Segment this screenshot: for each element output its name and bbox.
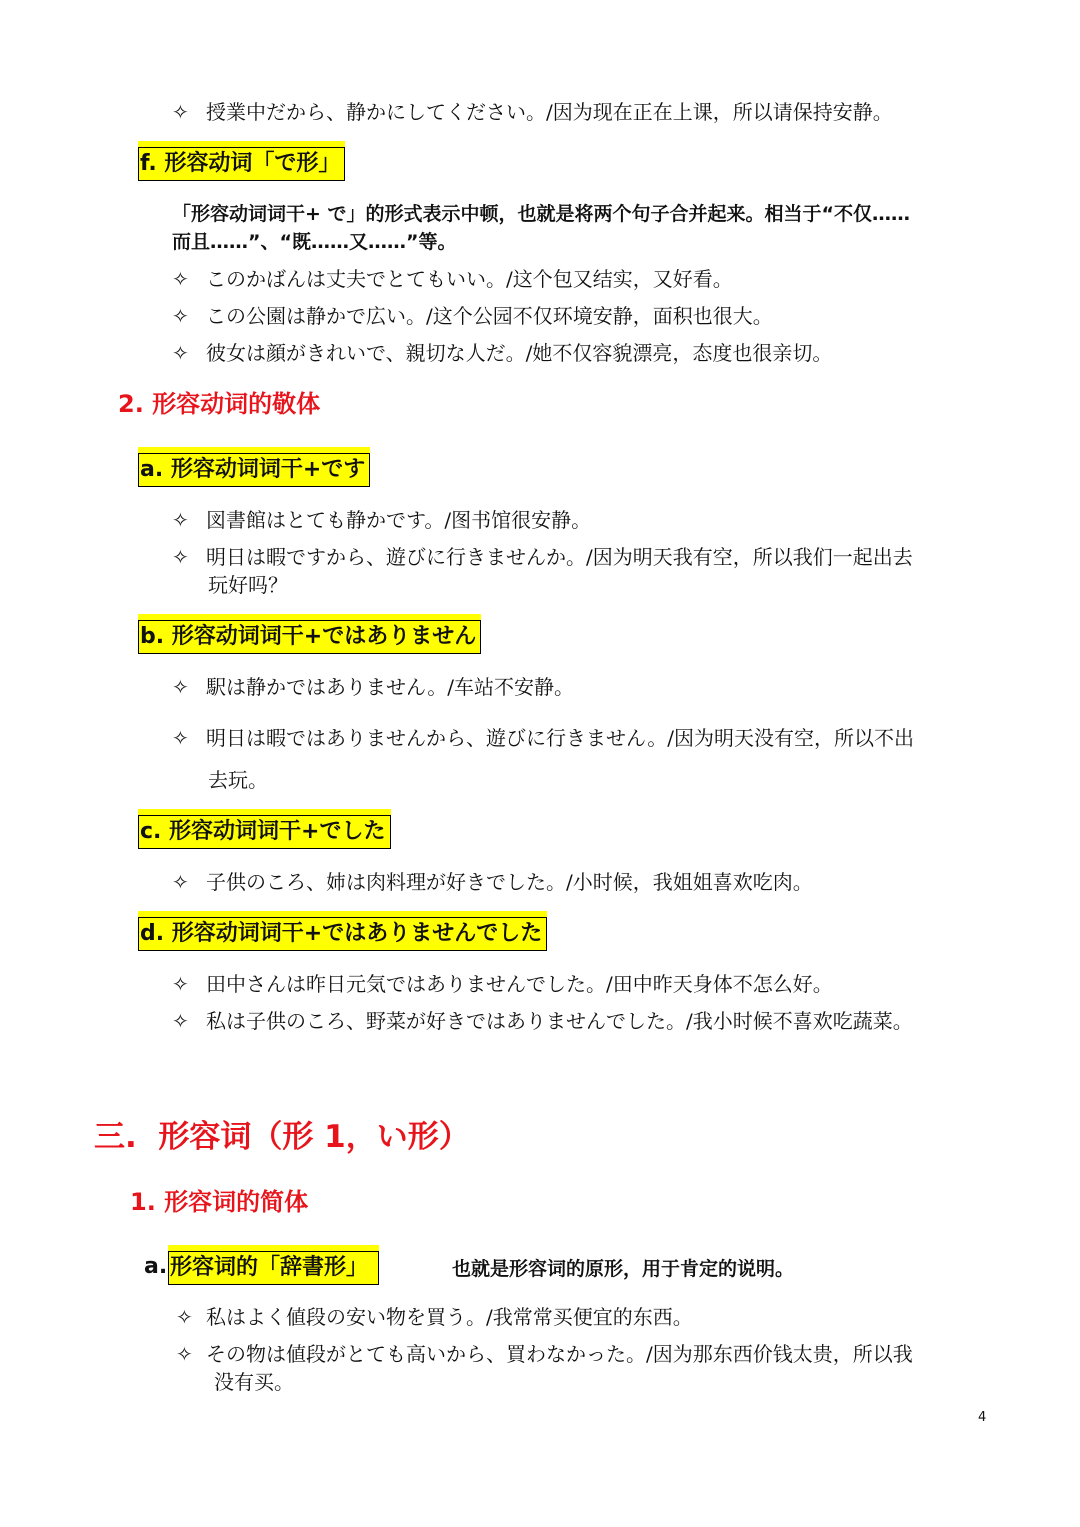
section-f-description: 「形容动词词干+ で」的形式表示中顿，也就是将两个句子合并起来。相当于“不仅…… 而且……”、“既……又……”等。 xyxy=(172,203,911,253)
list-item: ✧ 明日は暇ですから、遊びに行きませんか。/因为明天我有空，所以我们一起出去 xyxy=(172,545,913,569)
list-item-continuation: 没有买。 xyxy=(214,1370,294,1394)
list-item: ✧ このかばんは丈夫でとてもいい。/这个包又结实，又好看。 xyxy=(172,267,733,291)
section-f-heading: f. 形容动词「で形」 xyxy=(138,147,345,181)
chapter-3-title: 三. 形容词（形 1，い形） xyxy=(94,1119,470,1155)
section-3a-heading: 形容词的「辞書形」 xyxy=(168,1251,379,1285)
sparkle-bullet-icon: ✧ xyxy=(172,341,189,365)
sparkle-bullet-icon: ✧ xyxy=(172,304,189,328)
list-item: ✧ 明日は暇ではありませんから、遊びに行きません。/因为明天没有空，所以不出 xyxy=(172,726,914,750)
list-item: ✧ 彼女は顔がきれいで、親切な人だ。/她不仅容貌漂亮，态度也很亲切。 xyxy=(172,341,833,365)
list-item: ✧ 私は子供のころ、野菜が好きではありませんでした。/我小时候不喜欢吃蔬菜。 xyxy=(172,1009,913,1033)
page-number: 4 xyxy=(978,1410,987,1425)
sparkle-bullet-icon: ✧ xyxy=(176,1342,193,1366)
list-item: ✧ その物は値段がとても高いから、買わなかった。/因为那东西价钱太贵，所以我 xyxy=(176,1342,913,1366)
sparkle-bullet-icon: ✧ xyxy=(172,100,189,124)
sparkle-bullet-icon: ✧ xyxy=(172,1009,189,1033)
sparkle-bullet-icon: ✧ xyxy=(172,267,189,291)
sparkle-bullet-icon: ✧ xyxy=(172,870,189,894)
list-item: ✧ 田中さんは昨日元気ではありませんでした。/田中昨天身体不怎么好。 xyxy=(172,972,833,996)
section-2-title: 2. 形容动词的敬体 xyxy=(118,390,321,418)
list-item-continuation: 玩好吗？ xyxy=(208,573,288,597)
list-item: ✧ 図書館はとても静かです。/图书馆很安静。 xyxy=(172,508,592,532)
sparkle-bullet-icon: ✧ xyxy=(172,508,189,532)
list-item-continuation: 去玩。 xyxy=(208,768,268,792)
list-item: ✧ 駅は静かではありません。/车站不安静。 xyxy=(172,675,574,699)
section-b-heading: b. 形容动词词干+ではありません xyxy=(138,620,481,654)
sparkle-bullet-icon: ✧ xyxy=(172,675,189,699)
section-c-heading: c. 形容动词词干+でした xyxy=(138,815,391,849)
section-d-heading: d. 形容动词词干+ではありませんでした xyxy=(138,917,547,951)
section-3a-label: a. xyxy=(144,1254,168,1279)
sparkle-bullet-icon: ✧ xyxy=(172,726,189,750)
list-item: ✧ この公園は静かで広い。/这个公园不仅环境安静，面积也很大。 xyxy=(172,304,773,328)
section-3a-note: 也就是形容词的原形，用于肯定的说明。 xyxy=(452,1258,795,1280)
list-item: ✧ 子供のころ、姉は肉料理が好きでした。/小时候，我姐姐喜欢吃肉。 xyxy=(172,870,813,894)
section-a-heading: a. 形容动词词干+です xyxy=(138,453,370,487)
section-3-1-title: 1. 形容词的简体 xyxy=(130,1188,309,1216)
sparkle-bullet-icon: ✧ xyxy=(176,1305,193,1329)
sparkle-bullet-icon: ✧ xyxy=(172,972,189,996)
list-item: ✧ 授業中だから、静かにしてください。/因为现在正在上课，所以请保持安静。 xyxy=(172,100,893,124)
sparkle-bullet-icon: ✧ xyxy=(172,545,189,569)
list-item: ✧ 私はよく値段の安い物を買う。/我常常买便宜的东西。 xyxy=(176,1305,693,1329)
